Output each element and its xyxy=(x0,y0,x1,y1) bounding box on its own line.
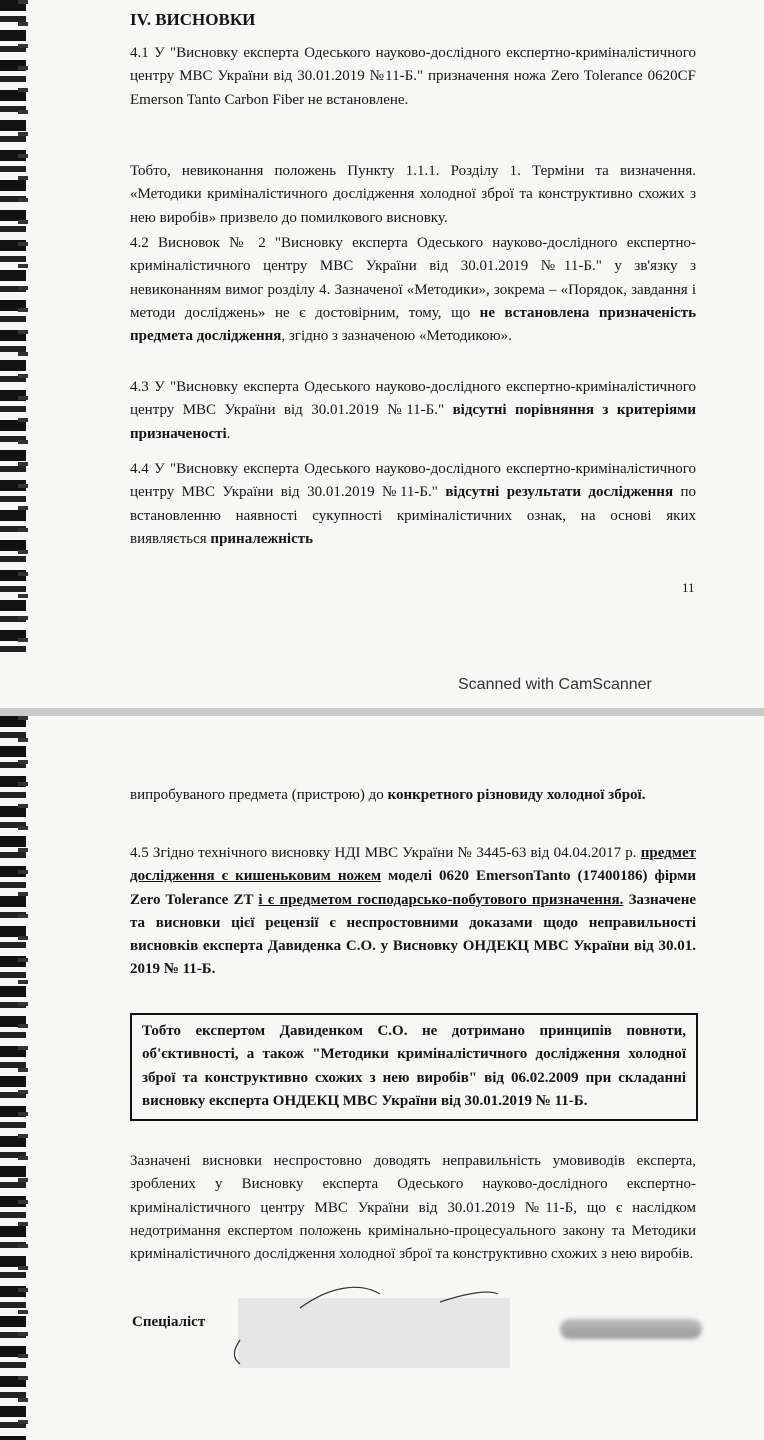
signature-label: Спеціаліст xyxy=(132,1314,206,1330)
bold-run: моделі 0620 EmersonTanto (17400186) фірми Zero Tolerance ZT xyxy=(130,868,697,908)
scanned-page-1 xyxy=(0,0,764,708)
conclusion-4-1: 4.1 У "Висновку експерта Одеського науково-дослідного експертно-криміналістичного центру МВС України від 30.01.2019 №11-Б." призначення ножа Zero Tolerance 0620CF Emerson Tanto Carbon Fiber не встановлене. xyxy=(130,45,696,108)
signature-strokes xyxy=(0,716,764,1440)
conclusion-4-3 xyxy=(130,376,696,446)
text-run: 4.2 Висновок № 2 "Висновку експерта Одеського науково-дослідного експертно-криміналістичного центру МВС України від 30.01.2019 №11-Б." у зв'язку з невиконанням вимог розділу 4. Зазначеної «Методики», зокрема – «Порядок, завдання і методи досліджень» не є достовірним, тому, що xyxy=(130,235,696,321)
scanned-page-2 xyxy=(0,716,764,1440)
bold-run: відсутні результати дослідження xyxy=(445,484,674,501)
bold-run: приналежність xyxy=(210,530,314,547)
bold-run: Зазначене та висновки цієї рецензії є неспростовними доказами щодо неправильності висновків експерта Давиденка С.О. у Висновку ОНДЕКЦ МВС України від 30.01. 2019 № 11-Б. xyxy=(130,891,696,978)
bold-run: не встановлена призначеність предмета дослідження xyxy=(130,304,697,345)
text-run: 4.5 Згідно технічного висновку НДІ МВС України № 3445-63 від 04.04.2017 р. xyxy=(130,845,641,861)
underlined-run: предмет дослідження є кишеньковим ножем xyxy=(130,845,696,885)
conclusion-4-4 xyxy=(130,458,696,551)
text-run: 4.4 У "Висновку експерта Одеського науково-дослідного експертно-криміналістичного центру МВС України від 30.01.2019 №11-Б." xyxy=(130,461,696,501)
page-number: 11 xyxy=(682,580,695,595)
text-run: випробуваного предмета (пристрою) до xyxy=(130,787,388,803)
bold-run: відсутні порівняння з критеріями призначеності xyxy=(130,402,696,442)
text-run: 4.3 У "Висновку експерта Одеського науково-дослідного експертно-криміналістичного центру МВС України від 30.01.2019 №11-Б." xyxy=(130,379,696,419)
section-heading: IV. ВИСНОВКИ xyxy=(130,10,256,29)
conclusion-4-2 xyxy=(130,232,696,348)
camscanner-watermark: Scanned with CamScanner xyxy=(458,676,652,693)
text-run: , згідно з зазначеною «Методикою». xyxy=(281,328,512,345)
text-run: по встановленню наявності сукупності криміналістичних ознак, на основі яких виявляється xyxy=(130,484,697,547)
boxed-statement: Тобто експертом Давиденком С.О. не дотримано принципів повноти, об'єктивності, а також "Методики криміналістичного дослідження холодної зброї та конструктивно схожих з нею виробів" від 06.02.2009 при складанні висновку експерта ОНДЕКЦ МВС України від 30.01.2019 № 11-Б. xyxy=(130,1013,698,1121)
final-conclusion: Зазначені висновки неспростовно доводять неправильність умовиводів експерта, зроблених у Висновку експерта Одеського науково-дослідного експертно-криміналістичного центру МВС України від 30.01.2019 №11-Б, що є наслідком недотримання експертом положень кримінально-процесуального закону та Методики криміналістичного дослідження холодної зброї та конструктивно схожих з нею виробів. xyxy=(130,1153,696,1263)
underlined-run: і є предметом господарсько-побутового призначення. xyxy=(258,891,624,908)
conclusion-tobto: Тобто, невиконання положень Пункту 1.1.1. Розділу 1. Терміни та визначення. «Методики криміналістичного дослідження холодної зброї та конструктивно схожих з нею виробів» призвело до помилкового висновку. xyxy=(130,163,696,226)
bold-run: конкретного різновиду холодної зброї. xyxy=(387,787,646,803)
spiral-binding xyxy=(0,0,26,658)
text-run: . xyxy=(226,425,231,442)
